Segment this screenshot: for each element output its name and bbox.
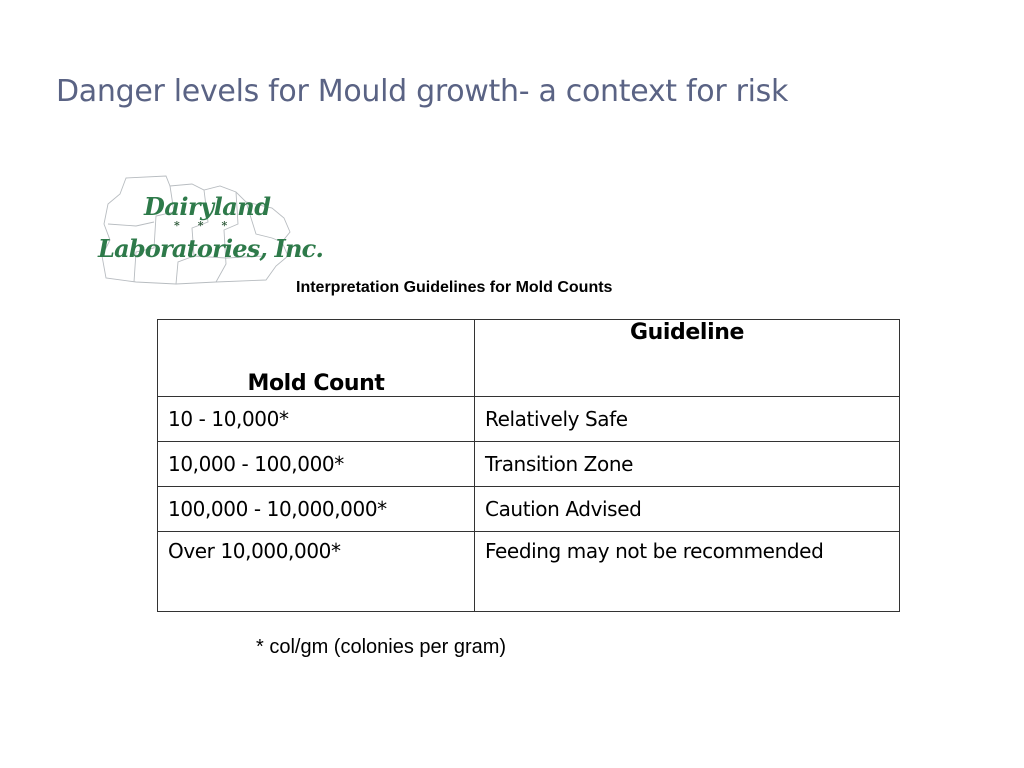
mold-count-cell: 10 - 10,000* — [158, 397, 475, 442]
table-row — [158, 487, 900, 532]
guideline-cell: Feeding may not be recommended — [475, 532, 900, 612]
guideline-cell: Caution Advised — [475, 487, 900, 532]
header-guideline: Guideline — [475, 320, 900, 397]
table-row — [158, 397, 900, 442]
header-mold-count: Mold Count — [158, 320, 475, 397]
slide-title: Danger levels for Mould growth- a context for risk — [56, 74, 789, 109]
mold-count-cell: 10,000 - 100,000* — [158, 442, 475, 487]
logo-stars: *** — [174, 219, 246, 232]
guideline-cell: Transition Zone — [475, 442, 900, 487]
logo-text-line1: Dairyland — [144, 192, 271, 221]
mold-count-cell: Over 10,000,000* — [158, 532, 475, 612]
table-heading: Interpretation Guidelines for Mold Counts — [296, 279, 613, 296]
table-row — [158, 442, 900, 487]
table-row — [158, 532, 900, 612]
table-header-row — [158, 320, 900, 397]
dairyland-logo — [96, 172, 324, 290]
mold-count-cell: 100,000 - 10,000,000* — [158, 487, 475, 532]
logo-text-line2: Laboratories, Inc. — [98, 234, 324, 263]
guideline-cell: Relatively Safe — [475, 397, 900, 442]
footnote: * col/gm (colonies per gram) — [256, 636, 507, 658]
mold-count-guidelines-table — [157, 319, 900, 612]
